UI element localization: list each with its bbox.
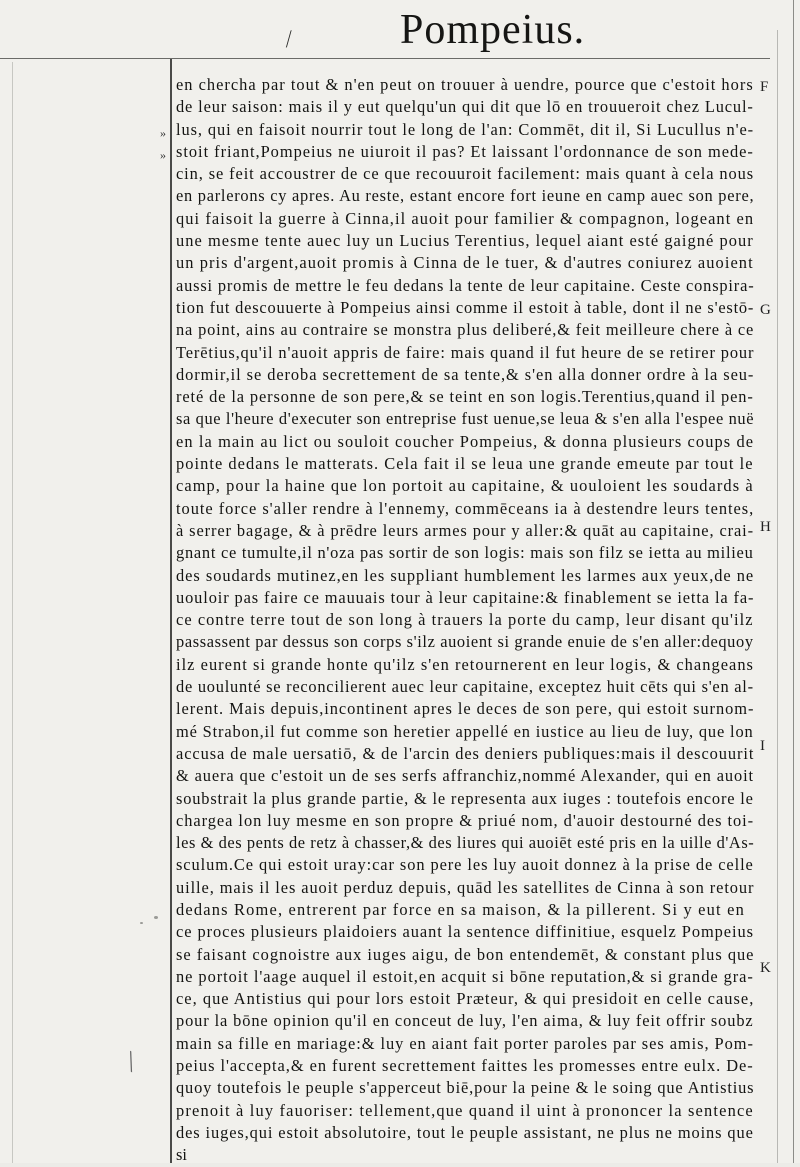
quote-mark: »	[160, 126, 166, 140]
text-line: quoy toutefois le peuple s'apperceut biē,pour la peine & le soing que Antistius	[176, 1078, 754, 1098]
text-line: les & des pents de retz à chasser,& des liures qui auoiēt esté pris en la uille d'As-	[176, 833, 754, 853]
text-line: passassent par dessus son corps s'ilz auoient si grande enuie de s'en aller:dequoy	[176, 632, 754, 652]
text-line: & auera que c'estoit un de ses serfs affranchiz,nommé Alexander, qui en auoit	[176, 766, 754, 786]
text-line: ce, que Antistius qui pour lors estoit Præteur, & qui presidoit en celle cause,	[176, 989, 754, 1009]
text-line: à serrer bagage, & à prēdre leurs armes pour y aller:& quāt au capitaine, crai-	[176, 520, 754, 540]
margin-letter: I	[760, 738, 765, 754]
text-line: sa que l'heure d'executer son entreprise fust uenue,se leua & s'en alla l'espee nuë	[176, 409, 754, 429]
text-line: peius l'accepta,& en furent secrettement faittes les promesses entre eulx. De-	[176, 1056, 754, 1076]
page-edge	[793, 0, 794, 1163]
quote-mark: »	[160, 148, 166, 162]
text-line: na point, ains au contraire se monstra plus deliberé,& feit meilleure chere à ce	[176, 320, 754, 340]
text-line: qui faisoit la guerre à Cinna,il auoit pour familier & compagnon, logeant en	[176, 208, 754, 228]
text-line: lus, qui en faisoit nourrir tout le long de l'an: Commēt, dit il, Si Lucullus n'e-	[176, 119, 754, 139]
header-mark: ⁄	[282, 26, 295, 51]
text-line: dormir,il se deroba secrettement de sa tente,& s'en alla donner ordre à la seu-	[176, 364, 754, 384]
ink-mark: ╲	[122, 1052, 139, 1073]
page-edge-inner	[777, 30, 778, 1163]
margin-letter: F	[760, 79, 769, 95]
running-head: Pompeius.	[400, 7, 586, 53]
text-line: ilz eurent si grande honte qu'ilz s'en retournerent en leur logis, & changeans	[176, 654, 754, 674]
text-line: si	[176, 1145, 187, 1165]
text-line: Terētius,qu'il n'auoit appris de faire: mais quand il fut heure de se retirer pour	[176, 342, 754, 362]
text-line: ne portoit l'aage auquel il estoit,en acquit si bōne reputation,& si grande gra-	[176, 966, 754, 986]
ink-speck	[154, 916, 158, 919]
text-line: prenoit à luy fauoriser: tellement,que quand il uint à prononcer la sentence	[176, 1100, 754, 1120]
text-line: des iuges,qui estoit absolutoire, tout le peuple assistant, ne plus ne moins que	[176, 1122, 754, 1142]
text-line: dedans Rome, entrerent par force en sa maison, & la pillerent. Si y eut en	[176, 899, 745, 919]
body-text	[176, 74, 754, 1167]
text-line: uouloir pas faire ce mauuais tour à leur capitaine:& finablement se ietta la fa-	[176, 587, 754, 607]
margin-rule	[170, 58, 172, 1163]
text-line: se faisant cognoistre aux iuges aigu, de bon entendemēt, & constant plus que	[176, 944, 754, 964]
margin-letter: H	[760, 519, 771, 535]
text-line: une mesme tente auec luy un Lucius Terentius, lequel aiant esté gaigné pour	[176, 231, 754, 251]
text-line: accusa de male uersatiō, & de l'arcin des deniers publiques:mais il descouurit	[176, 743, 754, 763]
text-line: mé Strabon,il fut comme son heretier appellé en iustice au lieu de luy, que lon	[176, 721, 754, 741]
margin-letter: K	[760, 960, 771, 976]
text-line: tion fut descouuerte à Pompeius ainsi comme il estoit à table, dont il ne s'estō-	[176, 297, 754, 317]
text-line: main sa fille en mariage:& luy en aiant fait porter paroles par ses amis, Pom-	[176, 1033, 754, 1053]
text-line: pour la bōne opinion qu'il en conceut de luy, l'en aima, & luy feit offrir soubz	[176, 1011, 754, 1031]
text-line: ce contre terre tout de son long à trauers la porte du camp, leur disant qu'ilz	[176, 610, 754, 630]
header-rule	[0, 58, 770, 59]
text-line: aussi promis de mettre le feu dedans la tente de leur capitaine. Ceste conspira-	[176, 275, 754, 295]
text-line: lerent. Mais depuis,incontinent apres le deces de son pere, qui estoit surnom-	[176, 699, 754, 719]
text-line: en parlerons cy apres. Au reste, estant encore fort ieune en camp auec son pere,	[176, 186, 754, 206]
text-line: pointe dedans le matterats. Cela fait il se leua une grande emeute par tout le	[176, 454, 754, 474]
ink-speck	[140, 922, 143, 924]
text-line: sculum.Ce qui estoit uray:car son pere les luy auoit donnez à la prise de celle	[176, 855, 754, 875]
text-line: de uoulunté se reconcilierent auec leur capitaine, exceptez huit cēts qui s'en al-	[176, 677, 754, 697]
margin-letter: G	[760, 302, 771, 318]
text-line: un pris d'argent,auoit promis à Cinna de le tuer, & d'autres coniurez auoient	[176, 253, 754, 273]
text-line: ce proces plusieurs plaidoiers auant la sentence diffinitiue, esquelz Pompeius	[176, 922, 754, 942]
text-line: des soudards mutinez,en les suppliant humblement les larmes aux yeux,de ne	[176, 565, 754, 585]
text-line: de leur saison: mais il y eut quelqu'un qui dit que lō en trouueroit chez Lucul-	[176, 97, 754, 117]
text-line: cin, se feit accoustrer de ce que recouuroit facilement: mais quant à cela nous	[176, 164, 754, 184]
text-line: gnant ce tumulte,il n'oza pas sortir de son logis: mais son filz se ietta au milieu	[176, 543, 754, 563]
text-line: uille, mais il les auoit perduz depuis, quād les satellites de Cinna à son retour	[176, 877, 754, 897]
text-line: stoit friant,Pompeius ne uiuroit il pas? Et laissant l'ordonnance de son mede-	[176, 141, 754, 161]
text-line: camp, pour la haine que lon portoit au capitaine, & uouloient les soudards à	[176, 476, 754, 496]
text-line: toute force s'aller rendre à l'ennemy, commēceans ia à destendre leurs tentes,	[176, 498, 754, 518]
text-line: soubstrait la plus grande partie, & le representa aux iuges : toutefois encore le	[176, 788, 754, 808]
outer-margin-rule	[12, 62, 13, 1163]
text-line: en chercha par tout & n'en peut on trouuer à uendre, pource que c'estoit hors	[176, 75, 754, 94]
text-line: reté de la personne de son pere,& se teint en son logis.Terentius,quand il pen-	[176, 387, 754, 407]
text-line: en la main au lict ou souloit coucher Pompeius, & donna plusieurs coups de	[176, 431, 754, 451]
text-line: chargea lon luy mesme en son propre & priué nom, d'auoir destourné des toi-	[176, 810, 754, 830]
